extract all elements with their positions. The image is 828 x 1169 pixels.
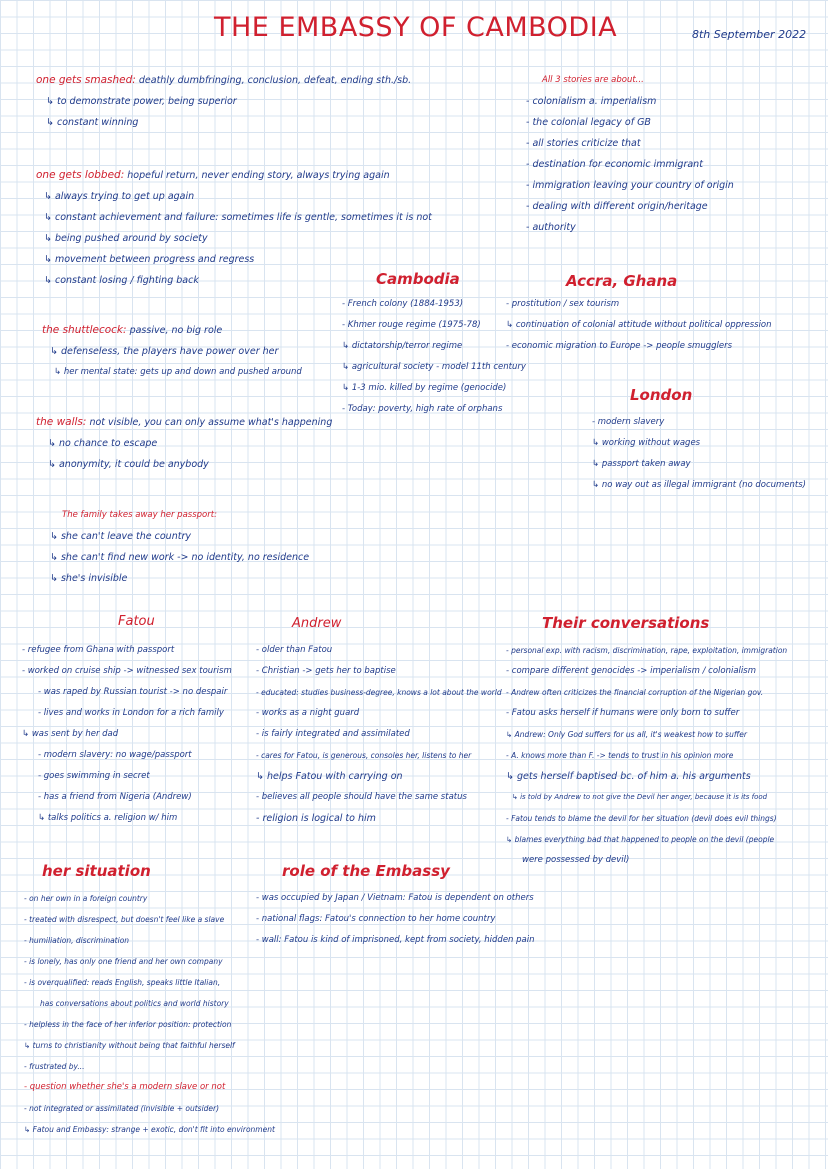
list-item: - Today: poverty, high rate of orphans [342,404,503,414]
list-item: ↳ no way out as illegal immigrant (no documents) [592,480,806,490]
list-item: ↳ 1-3 mio. killed by regime (genocide) [342,383,507,393]
walls-head: the walls: not visible, you can only assume what's happening [36,416,333,428]
list-item: ↳ Andrew: Only God suffers for us all, it's weakest how to suffer [506,730,747,739]
list-item: - refugee from Ghana with passport [22,645,175,655]
andrew-title: Andrew [292,616,342,631]
list-item: - worked on cruise ship -> witnessed sex tourism [22,666,232,676]
list-item: - goes swimming in secret [38,771,150,781]
cambodia-block [342,294,526,420]
list-item: - modern slavery [592,417,665,427]
list-item: ↳ constant achievement and failure: sometimes life is gentle, sometimes it is not [44,212,432,223]
list-item: ↳ blames everything bad that happened to people on the devil (people [506,835,775,844]
list-item: - was raped by Russian tourist -> no despair [38,687,228,697]
embassy-block [256,888,566,951]
list-item: - cares for Fatou, is generous, consoles her, listens to her [256,751,472,760]
list-item: - Andrew often criticizes the financial corruption of the Nigerian gov. [506,688,764,697]
list-item: - Christian -> gets her to baptise [256,666,396,676]
page-title: THE EMBASSY OF CAMBODIA [214,12,618,43]
family-head: The family takes away her passport: [62,510,217,520]
list-item: - immigration leaving your country of origin [526,180,734,191]
list-item: ↳ passport taken away [592,459,691,469]
list-item: - frustrated by... [24,1062,85,1071]
andrew-block [256,640,506,829]
list-item: ↳ always trying to get up again [44,191,195,202]
list-item: ↳ to demonstrate power, being superior [46,96,237,107]
list-item: ↳ gets herself baptised bc. of him a. his arguments [506,771,751,782]
list-item: ↳ was sent by her dad [22,729,119,739]
conversations-title: Their conversations [542,614,710,632]
situation-title: her situation [42,862,151,880]
list-item: - Khmer rouge regime (1975-78) [342,320,481,330]
list-item: - older than Fatou [256,645,333,655]
list-item: - the colonial legacy of GB [526,117,651,128]
list-item: ↳ her mental state: gets up and down and pushed around [54,367,302,377]
shuttlecock-block [42,320,342,383]
family-block [50,505,370,589]
list-item: ↳ being pushed around by society [44,233,208,244]
list-item: ↳ working without wages [592,438,701,448]
list-item: - humiliation, discrimination [24,936,130,945]
list-item: ↳ turns to christianity without being that faithful herself [24,1041,235,1050]
list-item: - is lonely, has only one friend and her own company [24,957,223,966]
london-block [592,412,816,496]
london-title: London [630,386,693,404]
accra-block [506,294,816,357]
list-item: - not integrated or assimilated (invisible + outsider) [24,1104,220,1113]
list-item: - French colony (1884-1953) [342,299,464,309]
list-item: - helpless in the face of her inferior position: protection [24,1020,232,1029]
date: 8th September 2022 [692,28,807,41]
list-item: - believes all people should have the same status [256,792,467,802]
stories-head: All 3 stories are about... [542,75,644,85]
list-item: ↳ constant winning [46,117,139,128]
stories-block [526,70,816,238]
lobbed-head: one gets lobbed: hopeful return, never ending story, always trying again [36,169,390,181]
list-item: - all stories criticize that [526,138,641,149]
walls-block [36,412,356,475]
cambodia-title: Cambodia [376,270,460,288]
list-item: - economic migration to Europe -> people smugglers [506,341,733,351]
list-item: - has a friend from Nigeria (Andrew) [38,792,192,802]
list-item: - compare different genocides -> imperialism / colonialism [506,666,756,676]
list-item: - works as a night guard [256,708,360,718]
list-item: - is fairly integrated and assimilated [256,729,410,739]
symbolism-block [36,70,476,133]
list-item: - authority [526,222,576,233]
list-item: ↳ she can't find new work -> no identity, no residence [50,552,310,563]
list-item: ↳ defenseless, the players have power over her [50,346,279,357]
list-item: - is overqualified: reads English, speaks little Italian, [24,978,221,987]
embassy-title: role of the Embassy [282,862,450,880]
list-item: - treated with disrespect, but doesn't feel like a slave [24,915,225,924]
list-item: ↳ Fatou and Embassy: strange + exotic, don't fit into environment [24,1125,275,1134]
list-item: ↳ dictatorship/terror regime [342,341,463,351]
smashed-head: one gets smashed: deathly dumbfringing, conclusion, defeat, ending sth./sb. [36,74,412,86]
fatou-title: Fatou [118,614,155,629]
list-item: - prostitution / sex tourism [506,299,620,309]
conversations-block [506,640,822,871]
situation-block [24,888,294,1140]
shuttlecock-head: the shuttlecock: passive, no big role [42,324,223,336]
list-item: ↳ movement between progress and regress [44,254,255,265]
list-item: - A. knows more than F. -> tends to trust in his opinion more [506,751,734,760]
list-item: ↳ she's invisible [50,573,128,584]
list-item: - destination for economic immigrant [526,159,703,170]
list-item: has conversations about politics and world history [40,999,229,1008]
list-item: ↳ helps Fatou with carrying on [256,771,403,782]
list-item: ↳ continuation of colonial attitude without political oppression [506,320,772,330]
list-item: were possessed by devil) [522,855,630,865]
list-item: - Fatou asks herself if humans were only born to suffer [506,708,740,718]
list-item: - Fatou tends to blame the devil for her situation (devil does evil things) [506,814,777,823]
list-item: ↳ agricultural society - model 11th century [342,362,526,372]
list-item: ↳ constant losing / fighting back [44,275,199,286]
fatou-block [22,640,252,829]
list-item: - religion is logical to him [256,813,376,824]
list-item: - modern slavery: no wage/passport [38,750,192,760]
list-item: - dealing with different origin/heritage [526,201,708,212]
list-item: - educated: studies business-degree, knows a lot about the world [256,688,502,697]
list-item: ↳ is told by Andrew to not give the Devil her anger, because it is its food [512,793,768,801]
list-item: ↳ anonymity, it could be anybody [48,459,209,470]
list-item: - lives and works in London for a rich family [38,708,224,718]
list-item: - was occupied by Japan / Vietnam: Fatou is dependent on others [256,893,534,903]
list-item: ↳ she can't leave the country [50,531,191,542]
list-item: - national flags: Fatou's connection to her home country [256,914,496,924]
list-item: - colonialism a. imperialism [526,96,657,107]
accra-title: Accra, Ghana [566,272,678,290]
list-item: - personal exp. with racism, discrimination, rape, exploitation, immigration [506,646,788,655]
list-item: - wall: Fatou is kind of imprisoned, kept from society, hidden pain [256,935,535,945]
list-item: - on her own in a foreign country [24,894,148,903]
list-item: ↳ no chance to escape [48,438,158,449]
list-item: - question whether she's a modern slave or not [24,1082,226,1092]
list-item: ↳ talks politics a. religion w/ him [38,813,178,823]
